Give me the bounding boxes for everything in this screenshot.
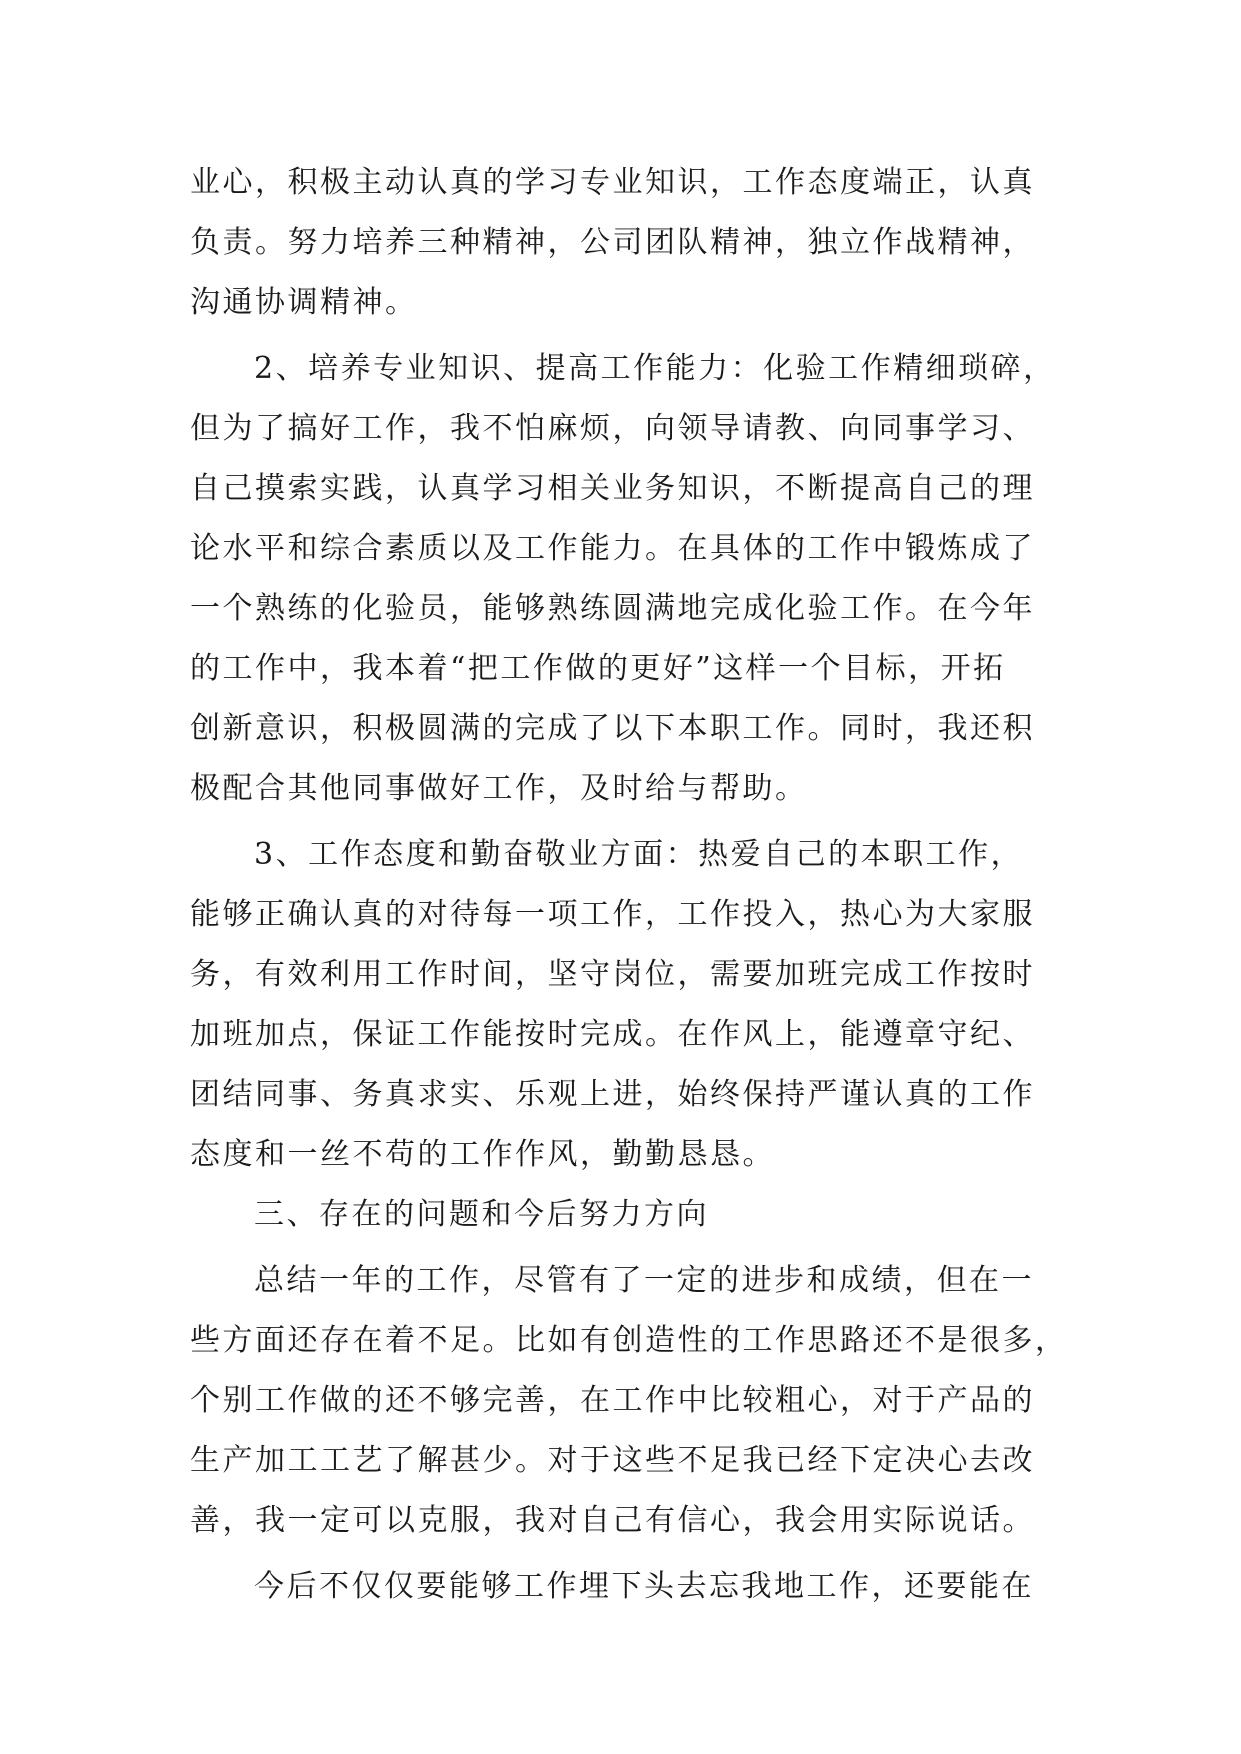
body-text-line: 业心，积极主动认真的学习专业知识，工作态度端正，认真 — [190, 165, 1035, 200]
body-text-line: 论水平和综合素质以及工作能力。在具体的工作中锻炼成了 — [190, 531, 1035, 566]
body-text-line: 善，我一定可以克服，我对自己有信心，我会用实际说话。 — [190, 1503, 1035, 1538]
body-text-line: 生产加工工艺了解甚少。对于这些不足我已经下定决心去改 — [190, 1443, 1035, 1478]
section-heading: 三、存在的问题和今后努力方向 — [254, 1197, 709, 1232]
body-text-line: 自己摸索实践，认真学习相关业务知识，不断提高自己的理 — [190, 471, 1035, 506]
body-text-line: 团结同事、务真求实、乐观上进，始终保持严谨认真的工作 — [190, 1077, 1035, 1112]
body-text-line: 负责。努力培养三种精神，公司团队精神，独立作战精神， — [190, 225, 1035, 260]
paragraph-first-line: 今后不仅仅要能够工作埋下头去忘我地工作，还要能在 — [254, 1569, 1034, 1604]
body-text-line: 的工作中，我本着“把工作做的更好”这样一个目标，开拓 — [190, 651, 1006, 686]
paragraph-first-line: 3、工作态度和勤奋敬业方面：热爱自己的本职工作， — [254, 837, 1024, 872]
body-text-line: 沟通协调精神。 — [190, 285, 418, 320]
body-text-line: 些方面还存在着不足。比如有创造性的工作思路还不是很多， — [190, 1323, 1068, 1358]
paragraph-first-line: 2、培养专业知识、提高工作能力：化验工作精细琐碎， — [254, 351, 1056, 386]
body-text-line: 加班加点，保证工作能按时完成。在作风上，能遵章守纪、 — [190, 1017, 1035, 1052]
body-text-line: 但为了搞好工作，我不怕麻烦，向领导请教、向同事学习、 — [190, 411, 1035, 446]
body-text-line: 能够正确认真的对待每一项工作，工作投入，热心为大家服 — [190, 897, 1035, 932]
body-text-line: 务，有效利用工作时间，坚守岗位，需要加班完成工作按时 — [190, 957, 1035, 992]
body-text-line: 一个熟练的化验员，能够熟练圆满地完成化验工作。在今年 — [190, 591, 1035, 626]
body-text-line: 创新意识，积极圆满的完成了以下本职工作。同时，我还积 — [190, 711, 1035, 746]
body-text-line: 个别工作做的还不够完善，在工作中比较粗心，对于产品的 — [190, 1383, 1035, 1418]
body-text-line: 极配合其他同事做好工作，及时给与帮助。 — [190, 771, 808, 806]
paragraph-first-line: 总结一年的工作，尽管有了一定的进步和成绩，但在一 — [254, 1263, 1034, 1298]
body-text-line: 态度和一丝不苟的工作作风，勤勤恳恳。 — [190, 1137, 775, 1172]
